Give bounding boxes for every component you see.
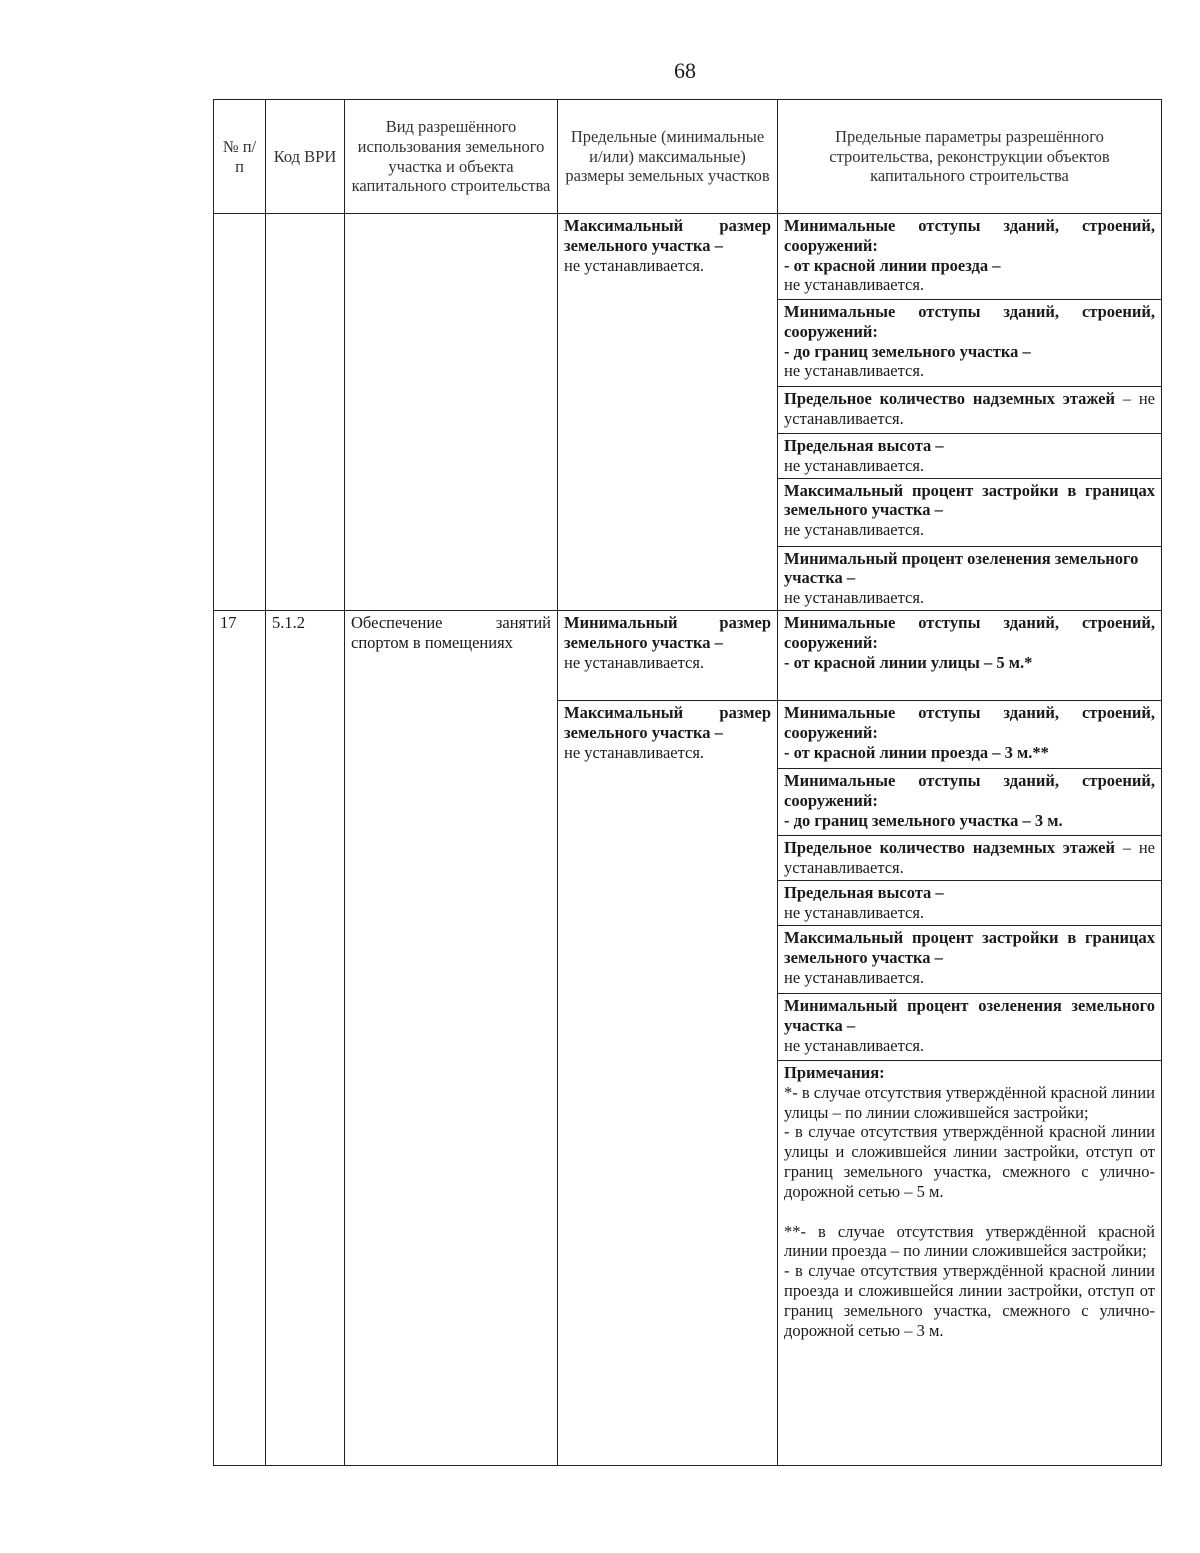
param-sublabel: - до границ земельного участка – 3 м. xyxy=(784,810,1063,830)
header-sizes: Предельные (минимальные и/или) максимальные) размеры земельных участков xyxy=(558,100,778,214)
param-value: – не устанавливается. xyxy=(784,837,1155,877)
param-sublabel: - от красной линии проезда – xyxy=(784,255,1001,275)
row17-param-3 xyxy=(778,835,1162,880)
row17-size-min xyxy=(558,610,778,700)
param-value: не устанавливается. xyxy=(784,361,925,381)
row17-code: 5.1.2 xyxy=(266,610,345,1465)
row17-param-6 xyxy=(778,993,1162,1060)
param-value: не устанавливается. xyxy=(784,455,925,475)
note-item: - в случае отсутствия утверждённой красной линии улицы и сложившейся линии застройки, отступ от границ земельного участка, смежного с улично-дорожной сетью – 5 м. xyxy=(784,1122,1155,1201)
param-label: Максимальный процент застройки в границах земельного участка – xyxy=(784,480,1155,520)
cont-size-max-value: не устанавливается. xyxy=(564,255,705,275)
row17-size-max xyxy=(558,700,778,1465)
table-header-row xyxy=(214,100,1162,214)
cont-size-max-label: Максимальный размер земельного участка – xyxy=(564,216,771,255)
notes-spacer xyxy=(784,1202,1155,1222)
param-value: не устанавливается. xyxy=(784,1035,925,1055)
cont-param-2 xyxy=(778,387,1162,434)
header-code: Код ВРИ xyxy=(266,100,345,214)
note-item: *- в случае отсутствия утверждённой красной линии улицы – по линии сложившейся застройки; xyxy=(784,1082,1155,1122)
header-params: Предельные параметры разрешённого строительства, реконструкции объектов капитального строительства xyxy=(778,100,1162,214)
param-label: Предельная высота – xyxy=(784,882,944,902)
cont-num-cell xyxy=(214,214,266,611)
param-label: Минимальные отступы зданий, строений, сооружений: xyxy=(784,612,1155,652)
cont-vri-cell xyxy=(345,214,558,611)
param-value: не устанавливается. xyxy=(784,967,925,987)
row17-notes xyxy=(778,1060,1162,1465)
row17-vri: Обеспечение занятий спортом в помещениях xyxy=(345,610,558,1465)
param-sublabel: - до границ земельного участка – xyxy=(784,341,1031,361)
notes-title: Примечания: xyxy=(784,1062,885,1082)
param-label: Минимальные отступы зданий, строений, сооружений: xyxy=(784,770,1155,810)
regulations-table-wrapper xyxy=(213,99,1161,1494)
cont-code-cell xyxy=(266,214,345,611)
table-row xyxy=(214,610,1162,700)
param-value: не устанавливается. xyxy=(784,520,925,540)
size-max-value: не устанавливается. xyxy=(564,742,705,762)
param-value: не устанавливается. xyxy=(784,902,925,922)
row17-num: 17 xyxy=(214,610,266,1465)
param-sublabel: - от красной линии улицы – 5 м.* xyxy=(784,652,1033,672)
note-item: **- в случае отсутствия утверждённой красной линии проезда – по линии сложившейся застройки; xyxy=(784,1221,1155,1261)
cont-size-cell xyxy=(558,214,778,611)
param-label: Максимальный процент застройки в границах земельного участка – xyxy=(784,927,1155,967)
row17-param-0 xyxy=(778,610,1162,700)
header-vri: Вид разрешённого использования земельного участка и объекта капитального строительства xyxy=(345,100,558,214)
regulations-table xyxy=(213,99,1162,1466)
param-label: Предельное количество надземных этажей xyxy=(784,837,1116,857)
header-num: № п/п xyxy=(214,100,266,214)
size-min-value: не устанавливается. xyxy=(564,652,705,672)
param-label: Предельное количество надземных этажей xyxy=(784,389,1116,408)
note-item: - в случае отсутствия утверждённой красной линии проезда и сложившейся линии застройки, отступ от границ земельного участка, смежного с улично-дорожной сетью – 3 м. xyxy=(784,1261,1155,1340)
param-label: Минимальный процент озеленения земельного участка – xyxy=(784,548,1139,588)
row17-param-2 xyxy=(778,768,1162,835)
param-label: Минимальные отступы зданий, строений, сооружений: xyxy=(784,216,1155,255)
param-value: не устанавливается. xyxy=(784,275,925,295)
param-label: Минимальные отступы зданий, строений, сооружений: xyxy=(784,302,1155,341)
cont-param-5 xyxy=(778,546,1162,610)
row17-param-1 xyxy=(778,700,1162,768)
row17-param-4 xyxy=(778,880,1162,925)
cont-param-4 xyxy=(778,478,1162,546)
table-row xyxy=(214,214,1162,300)
cont-param-3 xyxy=(778,434,1162,479)
param-value: не устанавливается. xyxy=(784,588,925,608)
cont-param-0 xyxy=(778,214,1162,300)
param-label: Предельная высота – xyxy=(784,436,944,455)
param-label: Минимальный процент озеленения земельного участка – xyxy=(784,995,1155,1035)
param-label: Минимальные отступы зданий, строений, сооружений: xyxy=(784,702,1155,742)
size-min-label: Минимальный размер земельного участка – xyxy=(564,612,771,652)
row17-param-5 xyxy=(778,925,1162,993)
size-max-label: Максимальный размер земельного участка – xyxy=(564,702,771,742)
cont-param-1 xyxy=(778,300,1162,387)
page-number: 68 xyxy=(674,58,696,83)
param-value: – не устанавливается. xyxy=(784,389,1155,428)
param-sublabel: - от красной линии проезда – 3 м.** xyxy=(784,742,1049,762)
